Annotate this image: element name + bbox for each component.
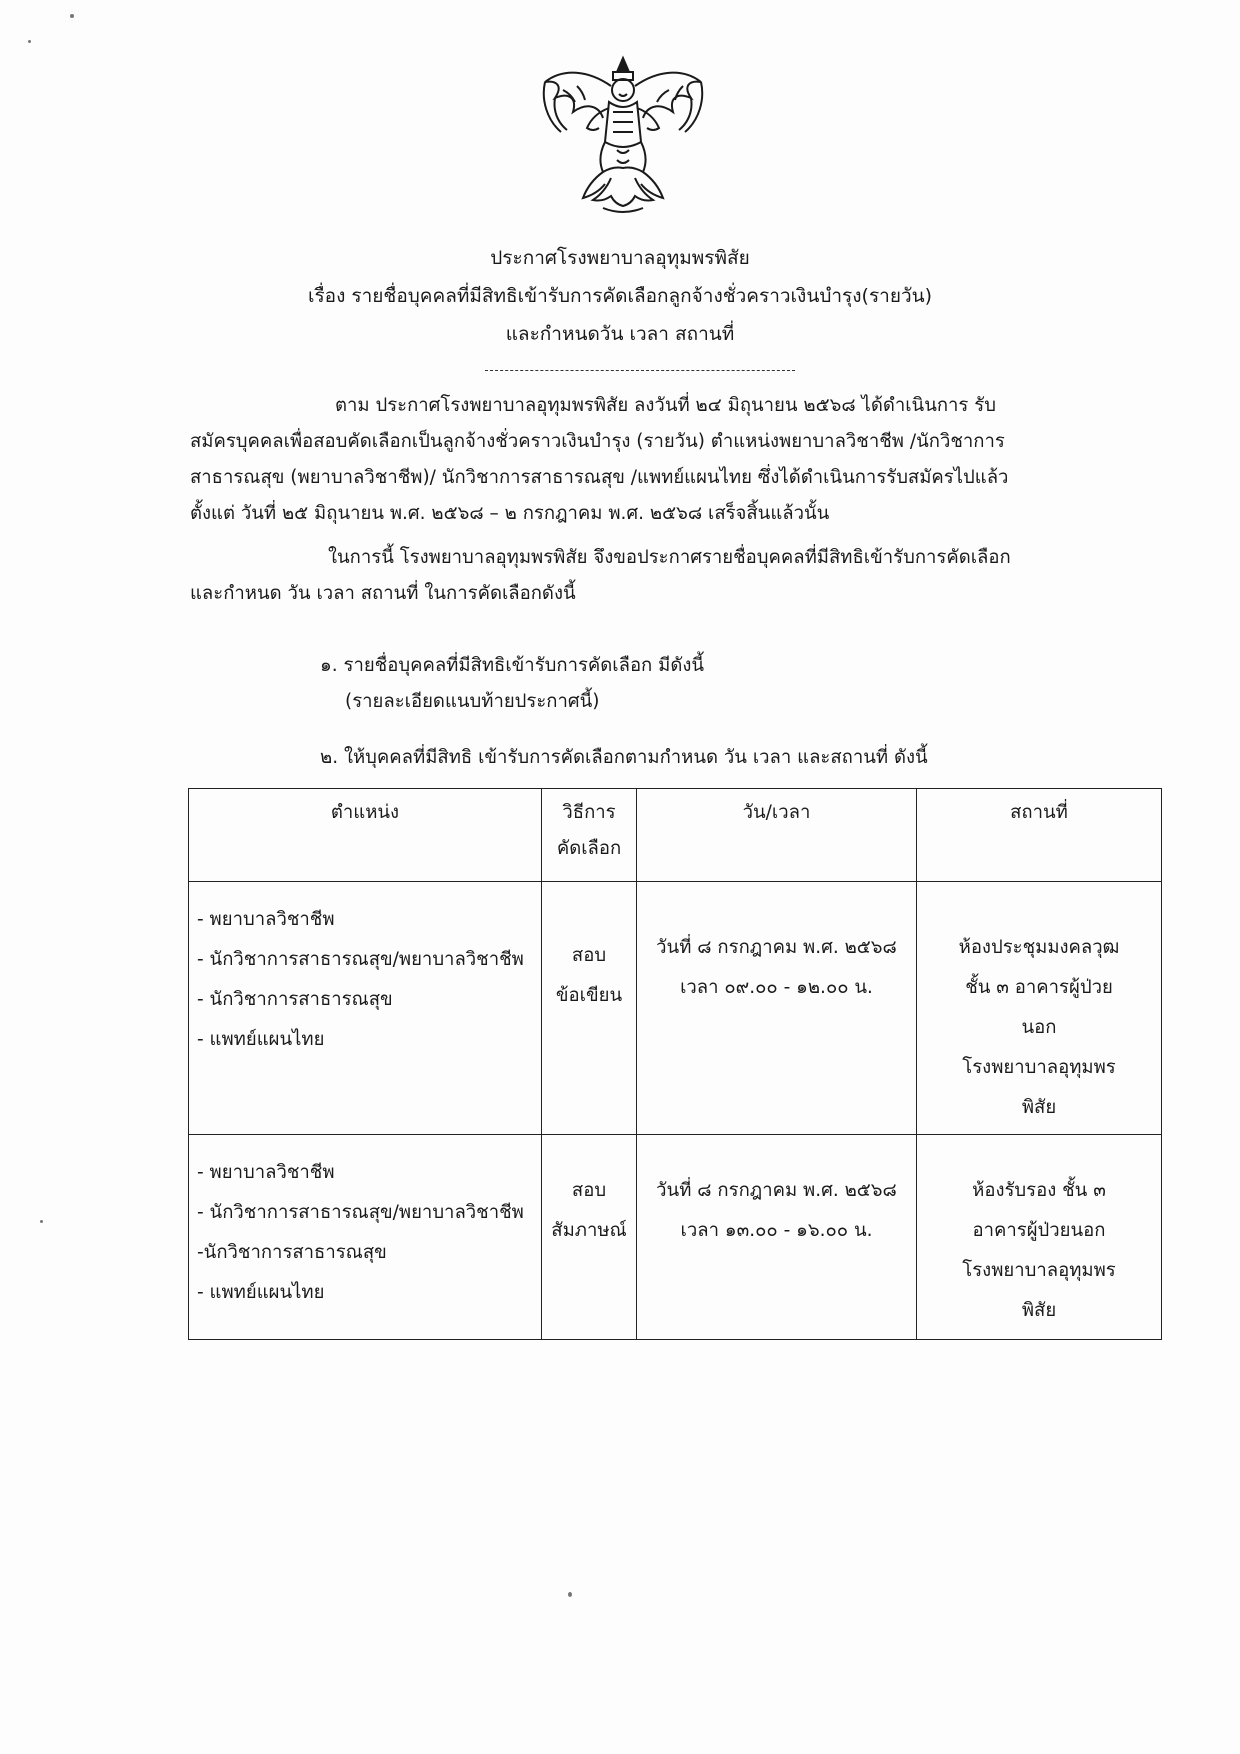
table-row <box>189 882 1162 1135</box>
scan-speck <box>40 1220 43 1223</box>
cell-place <box>917 1135 1162 1340</box>
item-1-note: (รายละเอียดแนบท้ายประกาศนี้) <box>345 691 600 712</box>
paragraph-announcement <box>190 540 1095 612</box>
paragraph-line: ในการนี้ โรงพยาบาลอุทุมพรพิสัย จึงขอประกาศรายชื่อบุคคลที่มีสิทธิเข้ารับการคัดเลือก <box>328 547 1011 568</box>
position-item: - พยาบาลวิชาชีพ <box>197 1162 335 1183</box>
header-method <box>542 789 637 882</box>
place-line: อาคารผู้ป่วยนอก <box>972 1220 1106 1241</box>
place-line: ห้องรับรอง ชั้น ๓ <box>972 1180 1106 1201</box>
header-position: ตำแหน่ง <box>189 789 542 882</box>
announcement-subject-cont: และกำหนดวัน เวลา สถานที่ <box>505 323 735 345</box>
exam-date: วันที่ ๘ กรกฎาคม พ.ศ. ๒๕๖๘ <box>656 937 897 958</box>
scan-speck <box>70 14 74 18</box>
header-datetime: วัน/เวลา <box>637 789 917 882</box>
position-item: - นักวิชาการสาธารณสุข/พยาบาลวิชาชีพ <box>197 949 524 970</box>
scan-speck <box>568 1592 572 1597</box>
method-line: สอบ <box>571 945 607 966</box>
paragraph-line: ตาม ประกาศโรงพยาบาลอุทุมพรพิสัย ลงวันที่ ๒๔ มิถุนายน ๒๕๖๘ ได้ดำเนินการ รับ <box>335 395 996 416</box>
cell-method <box>542 882 637 1135</box>
table-header-row <box>189 789 1162 882</box>
cell-datetime <box>637 882 917 1135</box>
header-method-line: คัดเลือก <box>556 838 622 859</box>
scan-speck <box>28 40 31 43</box>
place-line: พิสัย <box>1021 1097 1057 1118</box>
paragraph-line: สาธารณสุข (พยาบาลวิชาชีพ)/ นักวิชาการสาธารณสุข /แพทย์แผนไทย ซึ่งได้ดำเนินการรับสมัครไปแล้ว <box>190 467 1009 488</box>
method-line: ข้อเขียน <box>555 985 623 1006</box>
exam-date: วันที่ ๘ กรกฎาคม พ.ศ. ๒๕๖๘ <box>656 1180 897 1201</box>
place-line: นอก <box>1021 1017 1057 1038</box>
cell-positions <box>189 882 542 1135</box>
cell-datetime <box>637 1135 917 1340</box>
paragraph-line: และกำหนด วัน เวลา สถานที่ ในการคัดเลือกดังนี้ <box>190 583 576 604</box>
table-row <box>189 1135 1162 1340</box>
place-line: พิสัย <box>1021 1300 1057 1321</box>
item-2: ๒. ให้บุคคลที่มีสิทธิ เข้ารับการคัดเลือกตามกำหนด วัน เวลา และสถานที่ ดังนี้ <box>320 747 928 768</box>
position-item: - แพทย์แผนไทย <box>197 1029 325 1050</box>
position-item: - นักวิชาการสาธารณสุข/พยาบาลวิชาชีพ <box>197 1202 524 1223</box>
announcement-title: ประกาศโรงพยาบาลอุทุมพรพิสัย <box>490 247 750 269</box>
item-1: ๑. รายชื่อบุคคลที่มีสิทธิเข้ารับการคัดเลือก มีดังนี้ <box>320 655 705 676</box>
header-place: สถานที่ <box>917 789 1162 882</box>
position-item: - พยาบาลวิชาชีพ <box>197 909 335 930</box>
garuda-emblem-icon <box>533 50 713 220</box>
announcement-subject: เรื่อง รายชื่อบุคคลที่มีสิทธิเข้ารับการคัดเลือกลูกจ้างชั่วคราวเงินบำรุง(รายวัน) <box>307 285 933 307</box>
method-line: สัมภาษณ์ <box>551 1220 627 1241</box>
place-line: ชั้น ๓ อาคารผู้ป่วย <box>965 977 1113 998</box>
place-line: โรงพยาบาลอุทุมพร <box>962 1260 1116 1281</box>
exam-time: เวลา ๐๙.๐๐ - ๑๒.๐๐ น. <box>680 977 873 998</box>
exam-time: เวลา ๑๓.๐๐ - ๑๖.๐๐ น. <box>680 1220 873 1241</box>
paragraph-line: ตั้งแต่ วันที่ ๒๕ มิถุนายน พ.ศ. ๒๕๖๘ – ๒ กรกฎาคม พ.ศ. ๒๕๖๘ เสร็จสิ้นแล้วนั้น <box>190 503 830 524</box>
header-method-line: วิธีการ <box>562 802 616 823</box>
place-line: ห้องประชุมมงคลวุฒ <box>958 937 1120 958</box>
cell-method <box>542 1135 637 1340</box>
paragraph-line: สมัครบุคคลเพื่อสอบคัดเลือกเป็นลูกจ้างชั่วคราวเงินบำรุง (รายวัน) ตำแหน่งพยาบาลวิชาชีพ /นักวิชาการ <box>190 431 1005 452</box>
header-divider <box>485 370 795 371</box>
schedule-table <box>188 788 1162 1340</box>
position-item: - แพทย์แผนไทย <box>197 1282 325 1303</box>
position-item: -นักวิชาการสาธารณสุข <box>197 1242 387 1263</box>
cell-place <box>917 882 1162 1135</box>
position-item: - นักวิชาการสาธารณสุข <box>197 989 393 1010</box>
paragraph-intro <box>190 388 1095 532</box>
place-line: โรงพยาบาลอุทุมพร <box>962 1057 1116 1078</box>
cell-positions <box>189 1135 542 1340</box>
method-line: สอบ <box>571 1180 607 1201</box>
